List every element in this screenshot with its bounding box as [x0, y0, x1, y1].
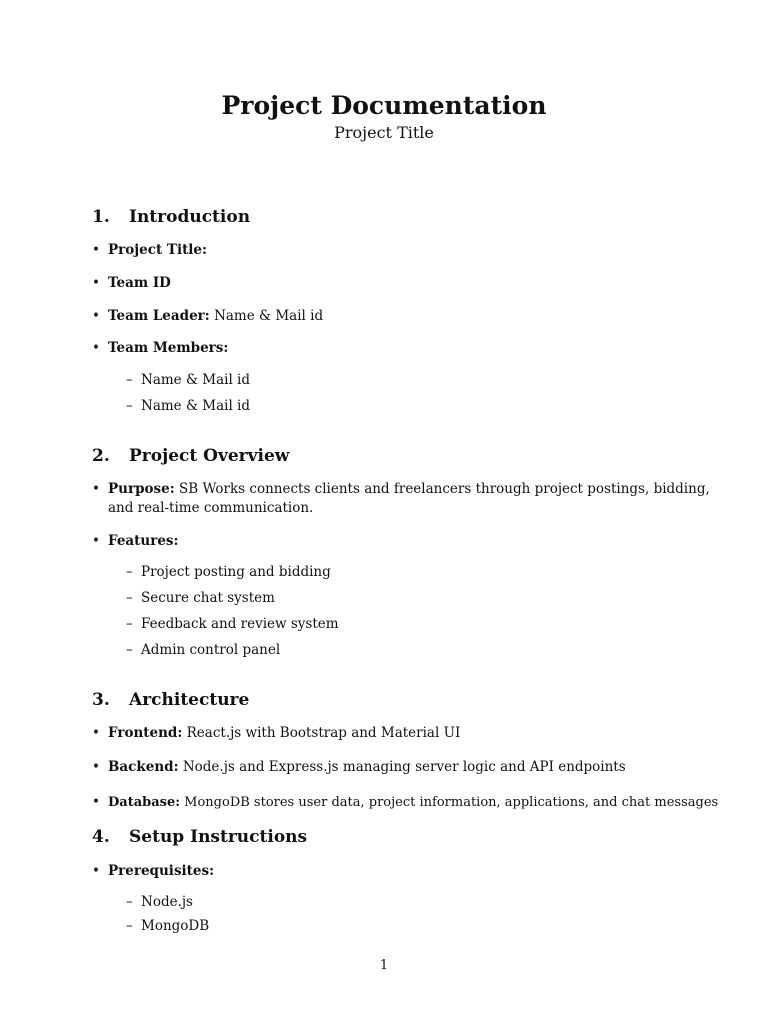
sub-item	[126, 893, 193, 912]
bullet-label: Database:	[108, 795, 181, 810]
sub-item-text: Feedback and review system	[141, 616, 339, 632]
dash-icon: –	[126, 564, 133, 580]
sub-item	[126, 589, 275, 608]
dash-icon: –	[126, 372, 133, 388]
sub-item-text: Project posting and bidding	[141, 564, 331, 580]
section-heading-introduction	[92, 206, 250, 228]
bullet-label: Purpose:	[108, 481, 175, 497]
sub-item-text: Node.js	[141, 894, 193, 910]
section-heading-project-overview	[92, 445, 289, 467]
sub-item	[126, 397, 250, 416]
bullet-text: React.js with Bootstrap and Material UI	[182, 725, 461, 741]
section-heading-architecture	[92, 689, 249, 711]
sub-item-text: Secure chat system	[141, 590, 275, 606]
bullet-text: MongoDB stores user data, project information, applications, and chat messages	[180, 795, 719, 810]
bullet-label: Team Members:	[108, 340, 229, 356]
bullet-label: Team ID	[108, 275, 171, 291]
dash-icon: –	[126, 590, 133, 606]
bullet-item	[92, 339, 712, 358]
dash-icon: –	[126, 642, 133, 658]
dash-icon: –	[126, 894, 133, 910]
sub-item-text: Admin control panel	[141, 642, 281, 658]
section-number: 2.	[92, 446, 110, 466]
sub-item	[126, 615, 339, 634]
section-title: Project Overview	[129, 446, 290, 466]
bullet-label: Prerequisites:	[108, 863, 215, 879]
sub-item	[126, 371, 250, 390]
sub-item	[126, 563, 331, 582]
bullet-label: Project Title:	[108, 242, 208, 258]
bullet-icon: •	[92, 242, 100, 258]
bullet-item	[92, 480, 712, 518]
bullet-item	[92, 724, 712, 743]
bullet-icon: •	[92, 794, 100, 810]
document-subtitle: Project Title	[334, 123, 434, 142]
bullet-text: Node.js and Express.js managing server logic and API endpoints	[178, 759, 626, 775]
bullet-text: Name & Mail id	[209, 308, 324, 324]
dash-icon: –	[126, 616, 133, 632]
dash-icon: –	[126, 398, 133, 414]
bullet-icon: •	[92, 275, 100, 291]
sub-item-text: Name & Mail id	[141, 398, 251, 414]
bullet-icon: •	[92, 533, 100, 549]
dash-icon: –	[126, 918, 133, 934]
section-number: 1.	[92, 207, 110, 227]
sub-item	[126, 641, 280, 660]
section-number: 3.	[92, 690, 110, 710]
bullet-icon: •	[92, 481, 100, 497]
bullet-item	[92, 532, 712, 551]
bullet-item	[92, 758, 712, 777]
document-title: Project Documentation	[221, 91, 547, 120]
bullet-item	[92, 307, 712, 326]
bullet-item	[92, 862, 712, 881]
bullet-label: Backend:	[108, 759, 179, 775]
bullet-item	[92, 241, 712, 260]
bullet-icon: •	[92, 863, 100, 879]
section-number: 4.	[92, 827, 110, 847]
section-heading-setup-instructions	[92, 826, 307, 848]
bullet-item	[92, 274, 712, 293]
bullet-text: SB Works connects clients and freelancers through project postings, bidding, and real-time communication.	[108, 481, 710, 516]
section-title: Setup Instructions	[129, 827, 308, 847]
bullet-label: Team Leader:	[108, 308, 210, 324]
bullet-icon: •	[92, 340, 100, 356]
bullet-label: Features:	[108, 533, 179, 549]
sub-item-text: MongoDB	[141, 918, 210, 934]
bullet-icon: •	[92, 725, 100, 741]
section-title: Introduction	[129, 207, 251, 227]
bullet-label: Frontend:	[108, 725, 183, 741]
sub-item-text: Name & Mail id	[141, 372, 251, 388]
sub-item	[126, 917, 209, 936]
section-title: Architecture	[129, 690, 250, 710]
bullet-icon: •	[92, 759, 100, 775]
bullet-item	[92, 793, 732, 812]
page-number: 1	[379, 958, 389, 973]
bullet-icon: •	[92, 308, 100, 324]
